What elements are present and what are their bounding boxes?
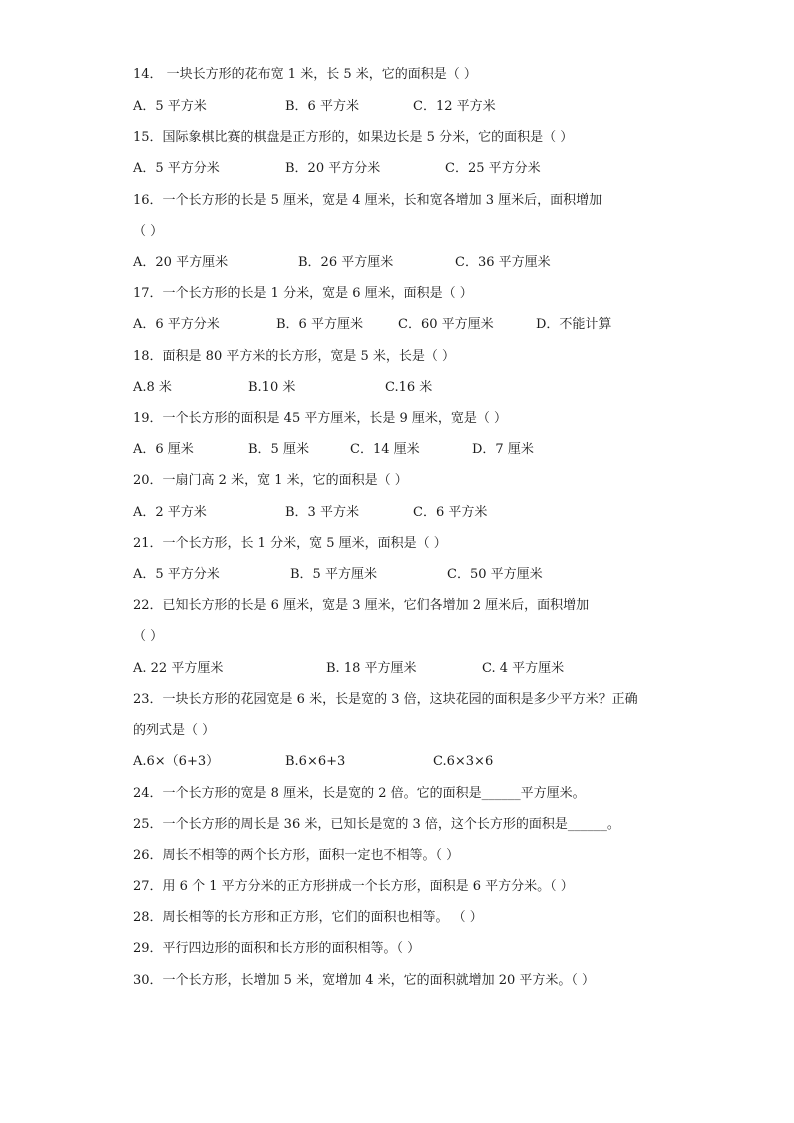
question-19-stem: 19．一个长方形的面积是 45 平方厘米，长是 9 厘米，宽是（ ） [133, 411, 508, 426]
question-14-stem: 14． 一块长方形的花布宽 1 米，长 5 米，它的面积是（ ） [133, 67, 477, 82]
question-15-stem: 15．国际象棋比赛的棋盘是正方形的，如果边长是 5 分米，它的面积是（ ） [133, 130, 574, 145]
q17-option-b: B．6 平方厘米 [276, 317, 363, 332]
q19-option-c: C．14 厘米 [350, 442, 420, 457]
question-17-stem: 17．一个长方形的长是 1 分米，宽是 6 厘米，面积是（ ） [133, 286, 473, 301]
question-18-stem: 18．面积是 80 平方米的长方形，宽是 5 米，长是（ ） [133, 349, 456, 364]
question-23-stem-cont: 的列式是（ ） [133, 723, 216, 738]
q14-option-c: C．12 平方米 [413, 99, 496, 114]
q18-option-c: C.16 米 [385, 380, 433, 395]
q22-option-c: C. 4 平方厘米 [482, 661, 565, 676]
q20-option-a: A．2 平方米 [133, 505, 207, 520]
q22-option-a: A. 22 平方厘米 [133, 661, 224, 676]
q20-option-b: B．3 平方米 [285, 505, 359, 520]
q18-option-b: B.10 米 [248, 380, 296, 395]
q14-option-b: B．6 平方米 [285, 99, 359, 114]
q15-option-c: C．25 平方分米 [445, 161, 541, 176]
q17-option-d: D．不能计算 [536, 317, 612, 332]
question-16-stem: 16．一个长方形的长是 5 厘米，宽是 4 厘米，长和宽各增加 3 厘米后，面积增加 [133, 193, 603, 208]
q17-option-c: C．60 平方厘米 [398, 317, 494, 332]
q23-option-b: B.6×6+3 [285, 754, 346, 769]
q23-option-a: A.6×（6+3） [133, 754, 220, 769]
question-30-stem: 30．一个长方形，长增加 5 米，宽增加 4 米，它的面积就增加 20 平方米。（ ） [133, 973, 596, 988]
question-21-stem: 21．一个长方形，长 1 分米，宽 5 厘米，面积是（ ） [133, 536, 447, 551]
q15-option-a: A．5 平方分米 [133, 161, 220, 176]
q19-option-b: B．5 厘米 [248, 442, 309, 457]
question-25-stem: 25．一个长方形的周长是 36 米，已知长是宽的 3 倍，这个长方形的面积是______。 [133, 817, 620, 832]
q14-option-a: A．5 平方米 [133, 99, 207, 114]
question-22-stem-cont: （ ） [133, 629, 164, 644]
question-26-stem: 26．周长不相等的两个长方形，面积一定也不相等。（ ） [133, 848, 460, 863]
question-27-stem: 27．用 6 个 1 平方分米的正方形拼成一个长方形，面积是 6 平方分米。（ ） [133, 879, 574, 894]
q19-option-a: A．6 厘米 [133, 442, 194, 457]
question-22-stem: 22．已知长方形的长是 6 厘米，宽是 3 厘米，它们各增加 2 厘米后，面积增加 [133, 598, 590, 613]
q19-option-d: D．7 厘米 [472, 442, 534, 457]
q21-option-c: C．50 平方厘米 [447, 567, 543, 582]
question-23-stem: 23．一块长方形的花园宽是 6 米，长是宽的 3 倍，这块花园的面积是多少平方米？正确 [133, 692, 638, 707]
q15-option-b: B．20 平方分米 [285, 161, 381, 176]
q21-option-b: B．5 平方厘米 [290, 567, 377, 582]
question-16-stem-cont: （ ） [133, 224, 164, 239]
q17-option-a: A．6 平方分米 [133, 317, 220, 332]
question-29-stem: 29．平行四边形的面积和长方形的面积相等。（ ） [133, 941, 421, 956]
question-24-stem: 24．一个长方形的宽是 8 厘米，长是宽的 2 倍。它的面积是______平方厘米。 [133, 786, 586, 801]
q16-option-c: C．36 平方厘米 [455, 255, 551, 270]
q16-option-b: B．26 平方厘米 [298, 255, 394, 270]
q22-option-b: B. 18 平方厘米 [326, 661, 417, 676]
q20-option-c: C．6 平方米 [413, 505, 488, 520]
q23-option-c: C.6×3×6 [433, 754, 494, 769]
q18-option-a: A.8 米 [133, 380, 172, 395]
question-20-stem: 20．一扇门高 2 米，宽 1 米，它的面积是（ ） [133, 473, 408, 488]
q21-option-a: A．5 平方分米 [133, 567, 220, 582]
q16-option-a: A．20 平方厘米 [133, 255, 229, 270]
question-28-stem: 28．周长相等的长方形和正方形，它们的面积也相等。 （ ） [133, 910, 483, 925]
